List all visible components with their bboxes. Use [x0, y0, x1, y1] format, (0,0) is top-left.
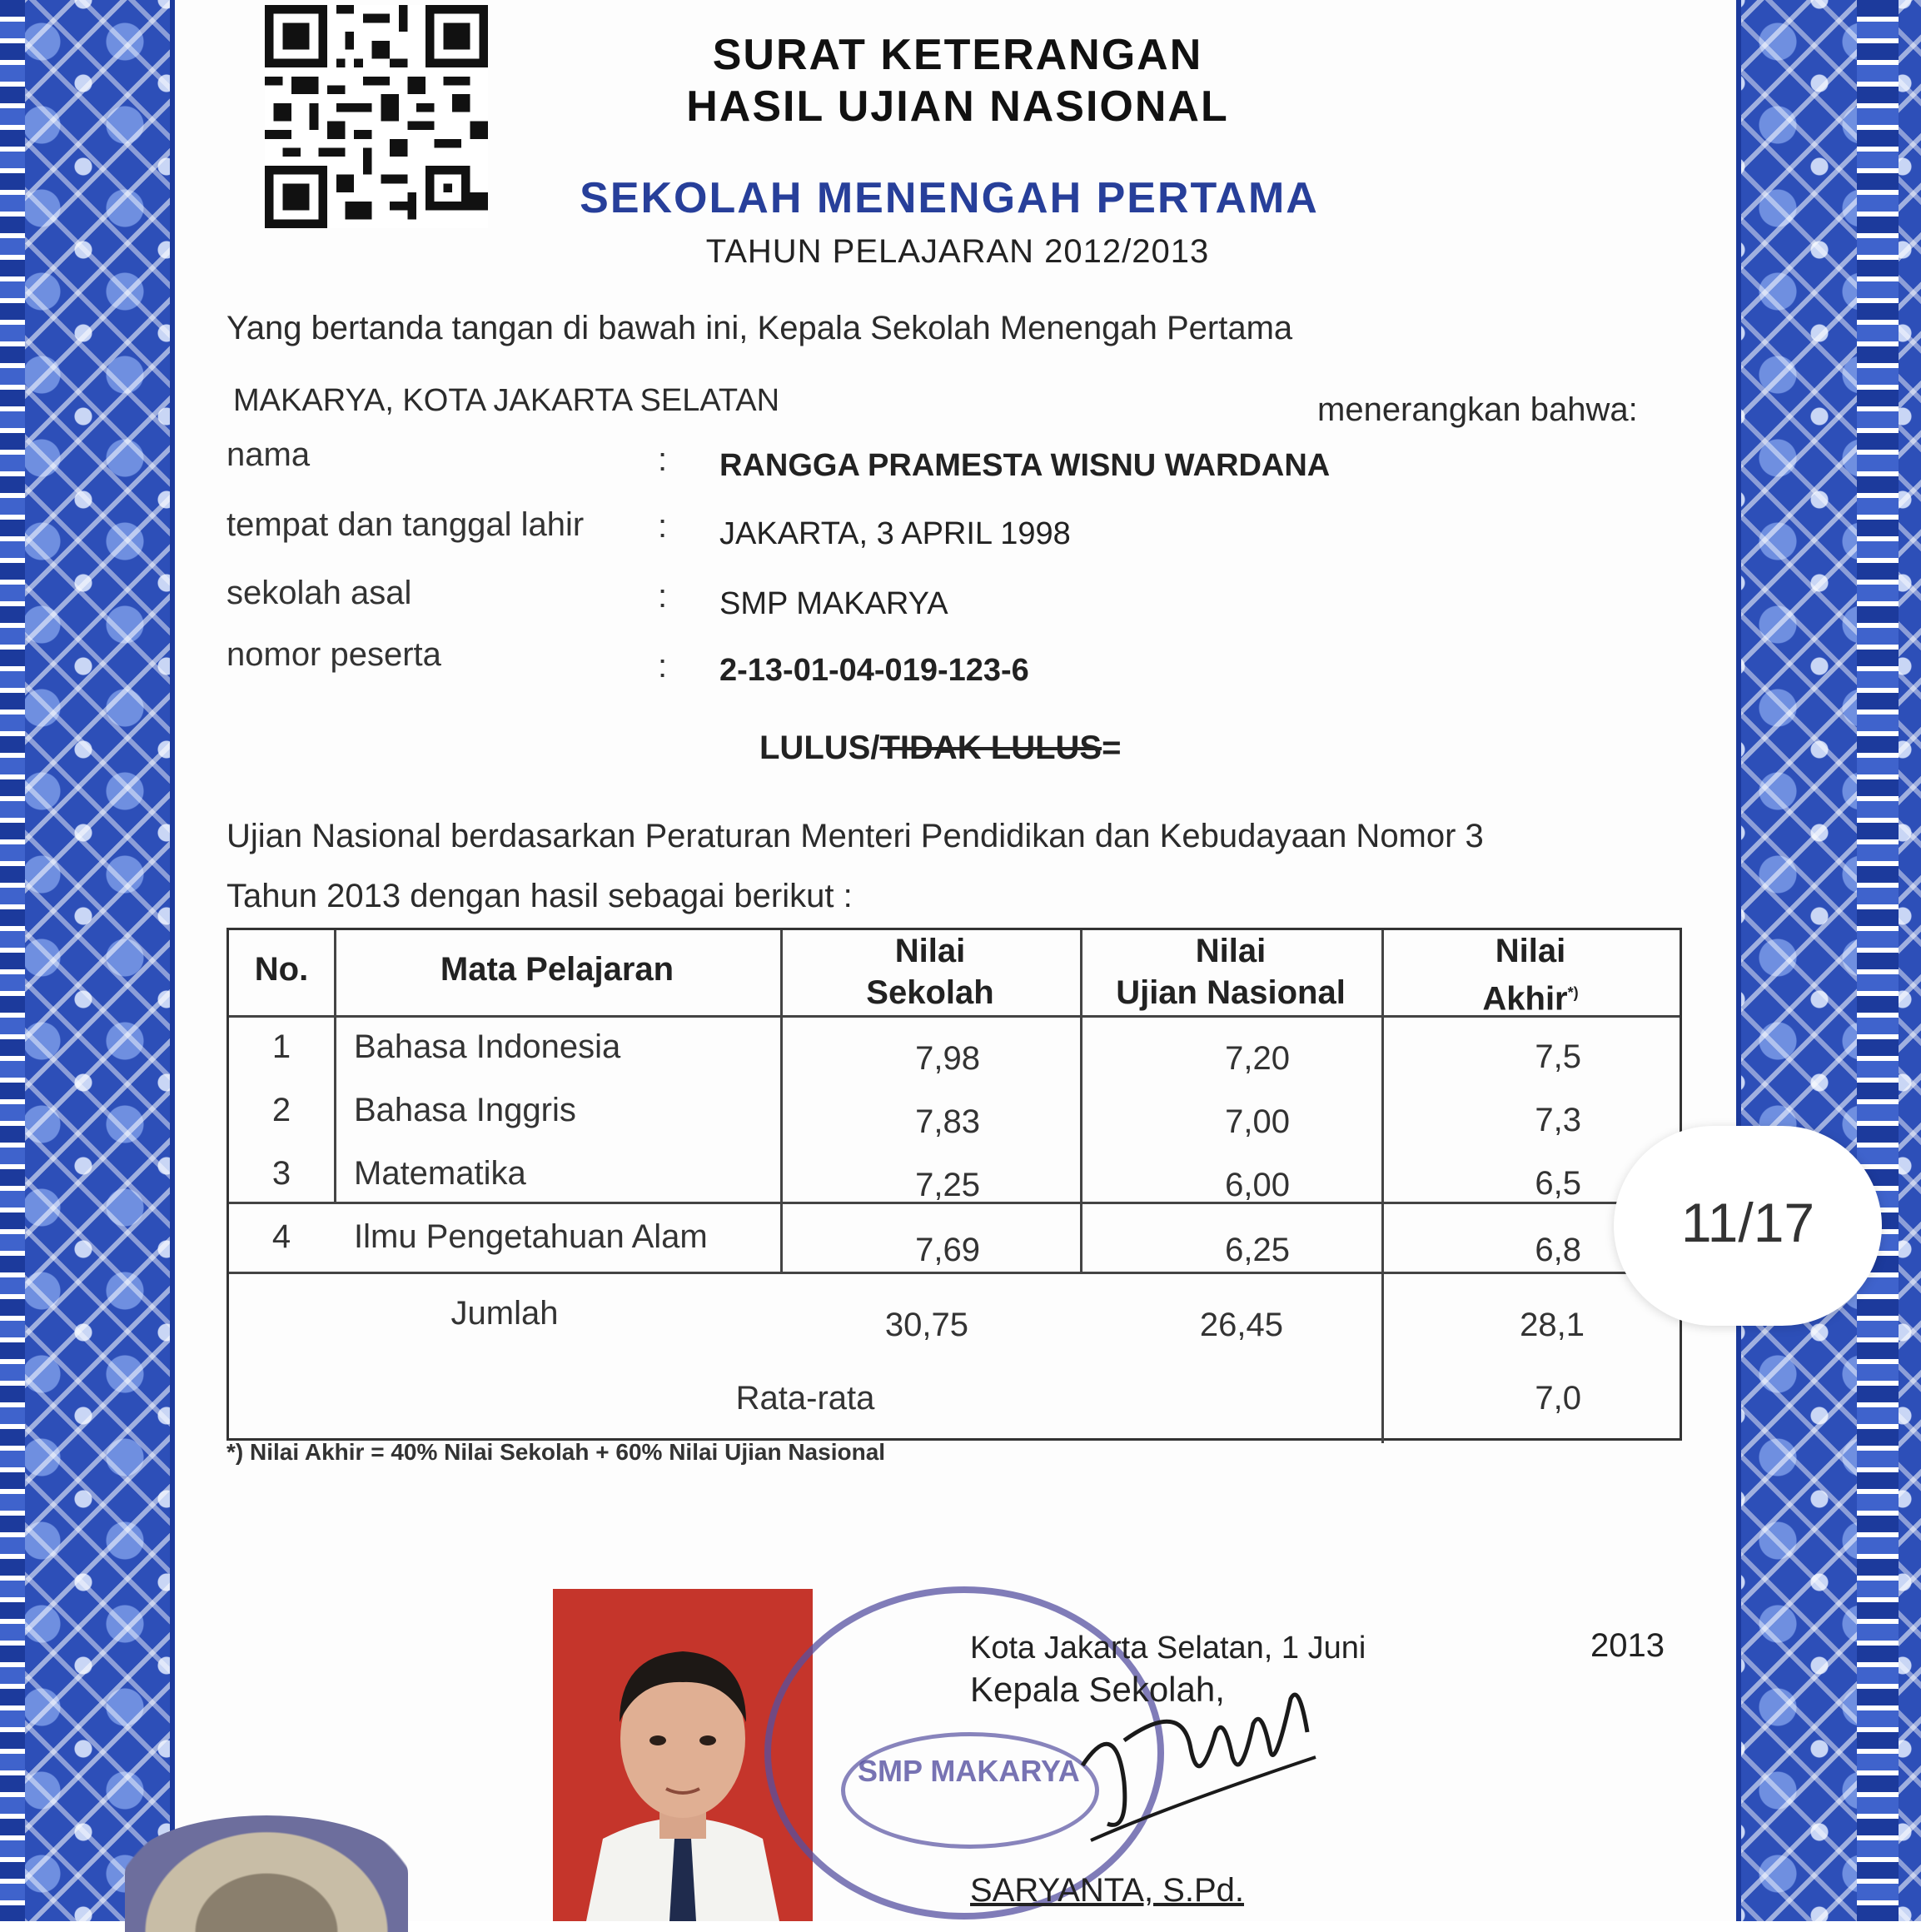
signatory-name: SARYANTA, S.Pd.	[970, 1872, 1245, 1909]
field-colon: :	[658, 578, 668, 615]
total-label: Jumlah	[450, 1295, 559, 1332]
row-un-score: 7,20	[1225, 1040, 1290, 1077]
row-final-score: 7,3	[1535, 1102, 1581, 1138]
page-indicator[interactable]	[1614, 1126, 1882, 1326]
field-value-birth: JAKARTA, 3 APRIL 1998	[719, 516, 1071, 551]
result-fail-struck: TIDAK LULUS	[879, 729, 1102, 766]
row-final-score: 7,5	[1535, 1038, 1581, 1075]
left-ornamental-border	[0, 0, 175, 1921]
row-subject: Matematika	[354, 1155, 526, 1192]
school-level-heading: SEKOLAH MENENGAH PERTAMA	[580, 174, 1319, 222]
regulation-line2: Tahun 2013 dengan hasil sebagai berikut :	[226, 878, 853, 914]
row-school-score: 7,69	[915, 1232, 980, 1268]
document-title-line1: SURAT KETERANGAN	[712, 31, 1203, 79]
average-final-score: 7,0	[1535, 1380, 1581, 1417]
field-label-school: sekolah asal	[226, 575, 412, 611]
row-no: 3	[271, 1155, 291, 1192]
document-title-line2: HASIL UJIAN NASIONAL	[686, 82, 1229, 131]
row-no: 1	[271, 1028, 291, 1065]
header-subject: Mata Pelajaran	[440, 951, 674, 988]
total-final-score: 28,1	[1520, 1307, 1585, 1343]
row-no: 4	[271, 1218, 291, 1255]
field-colon: :	[658, 648, 668, 685]
regulation-line1: Ujian Nasional berdasarkan Peraturan Menteri Pendidikan dan Kebudayaan Nomor 3	[226, 818, 1484, 854]
row-final-score: 6,5	[1535, 1165, 1581, 1202]
field-value-participant-number: 2-13-01-04-019-123-6	[719, 653, 1029, 688]
row-final-score: 6,8	[1535, 1232, 1581, 1268]
scores-table	[226, 928, 1682, 1441]
decorative-ornament	[125, 1815, 408, 1932]
header-un-score-l1: Nilai	[1195, 933, 1267, 969]
states-text: menerangkan bahwa:	[1317, 391, 1638, 428]
field-colon: :	[658, 508, 668, 545]
academic-year: TAHUN PELAJARAN 2012/2013	[705, 233, 1210, 270]
row-subject: Bahasa Indonesia	[354, 1028, 621, 1065]
total-un-score: 26,45	[1199, 1307, 1283, 1343]
field-value-school: SMP MAKARYA	[719, 586, 948, 621]
field-label-participant-number: nomor peserta	[226, 636, 441, 673]
row-un-score: 7,00	[1225, 1103, 1290, 1140]
right-border-edge	[1857, 0, 1899, 1921]
intro-line: Yang bertanda tangan di bawah ini, Kepala Sekolah Menengah Pertama	[226, 310, 1293, 346]
header-no: No.	[254, 951, 309, 988]
right-border-line	[1736, 0, 1741, 1921]
header-school-score-l2: Sekolah	[866, 974, 994, 1011]
field-value-name: RANGGA PRAMESTA WISNU WARDANA	[719, 448, 1331, 483]
result-pass: LULUS/	[759, 729, 880, 766]
table-average-divider	[229, 1272, 1680, 1274]
page-indicator-text: 11/17	[1680, 1192, 1815, 1253]
header-un-score-l2: Ujian Nasional	[1116, 974, 1346, 1011]
school-stamp-inner	[841, 1732, 1099, 1849]
left-border-edge	[0, 0, 25, 1921]
row-no: 2	[271, 1092, 291, 1128]
row-school-score: 7,25	[915, 1167, 980, 1203]
signature-place-date: Kota Jakarta Selatan, 1 Juni	[970, 1631, 1366, 1666]
signature-role: Kepala Sekolah,	[970, 1670, 1225, 1709]
row-un-score: 6,00	[1225, 1167, 1290, 1203]
field-label-name: nama	[226, 436, 311, 473]
handwritten-signature-icon	[1066, 1666, 1332, 1857]
row-school-score: 7,83	[915, 1103, 980, 1140]
header-school-score-l1: Nilai	[894, 933, 966, 969]
header-final-score-l1: Nilai	[1495, 933, 1566, 969]
school-name: MAKARYA, KOTA JAKARTA SELATAN	[233, 383, 780, 418]
signature-year: 2013	[1590, 1627, 1665, 1664]
field-label-birth: tempat dan tanggal lahir	[226, 506, 585, 543]
row-school-score: 7,98	[915, 1040, 980, 1077]
school-stamp-text: SMP MAKARYA	[858, 1754, 1080, 1788]
row-subject: Ilmu Pengetahuan Alam	[354, 1218, 708, 1255]
result-trailing: =	[1102, 729, 1122, 766]
row-subject: Bahasa Inggris	[354, 1092, 576, 1128]
table-footnote: *) Nilai Akhir = 40% Nilai Sekolah + 60% Nilai Ujian Nasional	[226, 1439, 886, 1465]
result-status	[759, 729, 1121, 767]
average-label: Rata-rata	[735, 1380, 875, 1417]
field-colon: :	[658, 441, 668, 478]
total-school-score: 30,75	[884, 1307, 968, 1343]
qr-code-icon	[260, 5, 493, 228]
row-un-score: 6,25	[1225, 1232, 1290, 1268]
header-final-score-l2: Akhir*)	[1482, 980, 1579, 1018]
